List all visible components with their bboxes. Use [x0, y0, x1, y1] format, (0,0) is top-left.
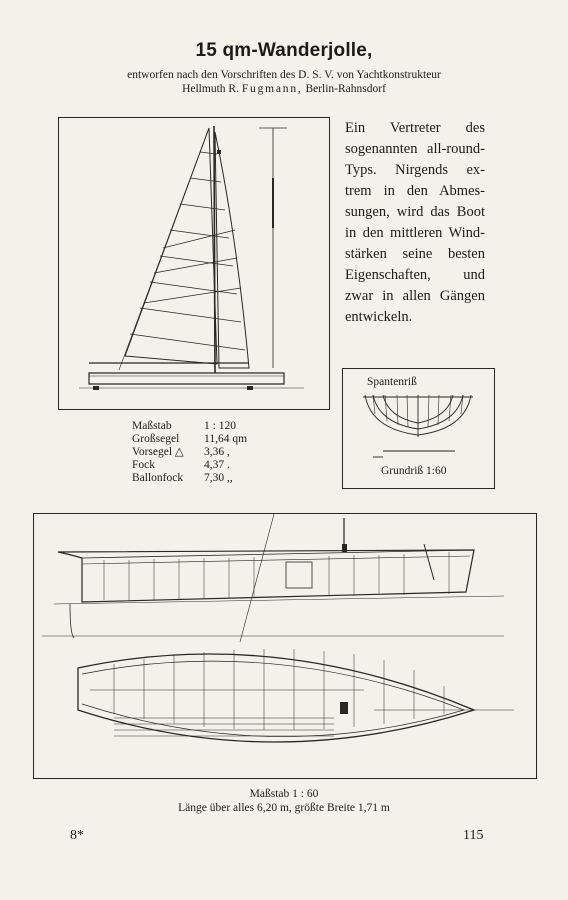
table-row — [132, 420, 272, 433]
table-label: Maßstab — [132, 420, 172, 432]
description-line: Typs. Nirgends ex- — [345, 162, 485, 178]
designer-name: Fugmann, — [241, 83, 303, 95]
table-value: 1 : 120 — [204, 420, 236, 432]
table-row — [132, 472, 272, 485]
table-label: Vorsegel △ — [132, 446, 184, 458]
sail-area-table — [132, 420, 272, 485]
description-line: sogenannten all-round- — [345, 141, 485, 157]
table-row — [132, 446, 272, 459]
description-line: in den mittleren Wind- — [345, 225, 485, 241]
table-value: 7,30 ,, — [204, 472, 233, 484]
subtitle-line-1: entworfen nach den Vorschriften des D. S. V. von Yachtkonstrukteur — [127, 69, 441, 81]
table-label: Großsegel — [132, 433, 180, 445]
page-title: 15 qm-Wanderjolle, — [195, 40, 373, 61]
signature-mark: 8* — [70, 828, 84, 843]
designer-initials: Hellmuth R. — [182, 83, 239, 95]
page-number: 115 — [463, 828, 484, 843]
table-value: 3,36 , — [204, 446, 230, 458]
figure-scale-caption: Maßstab 1 : 60 — [249, 788, 319, 800]
hull-drawing — [34, 514, 536, 778]
description — [345, 118, 485, 328]
designer-place: Berlin-Rahnsdorf — [305, 83, 386, 95]
section-caption: Grundriß 1:60 — [381, 465, 447, 477]
table-row — [132, 459, 272, 472]
hull-plan-figure — [33, 513, 537, 779]
description-line: trem in den Abmes- — [345, 183, 485, 199]
description-line: entwickeln. — [345, 309, 413, 325]
table-value: 4,37 . — [204, 459, 230, 471]
description-line: zwar in allen Gängen — [345, 288, 485, 304]
description-line: stärken seine besten — [345, 246, 485, 262]
table-value: 11,64 qm — [204, 433, 248, 445]
subtitle-line-2 — [0, 82, 568, 96]
sail-plan-figure — [58, 117, 330, 410]
table-label: Fock — [132, 459, 155, 471]
section-plan-figure — [342, 368, 495, 489]
table-label: Ballonfock — [132, 472, 184, 484]
section-title: Spantenriß — [367, 376, 417, 388]
table-row — [132, 433, 272, 446]
figure-dimensions-caption: Länge über alles 6,20 m, größte Breite 1,71 m — [178, 802, 390, 814]
description-line: sungen, wird das Boot — [345, 204, 485, 220]
description-line: Eigenschaften, und — [345, 267, 485, 283]
sail-plan-drawing — [59, 118, 329, 409]
description-line: Ein Vertreter des — [345, 120, 485, 136]
